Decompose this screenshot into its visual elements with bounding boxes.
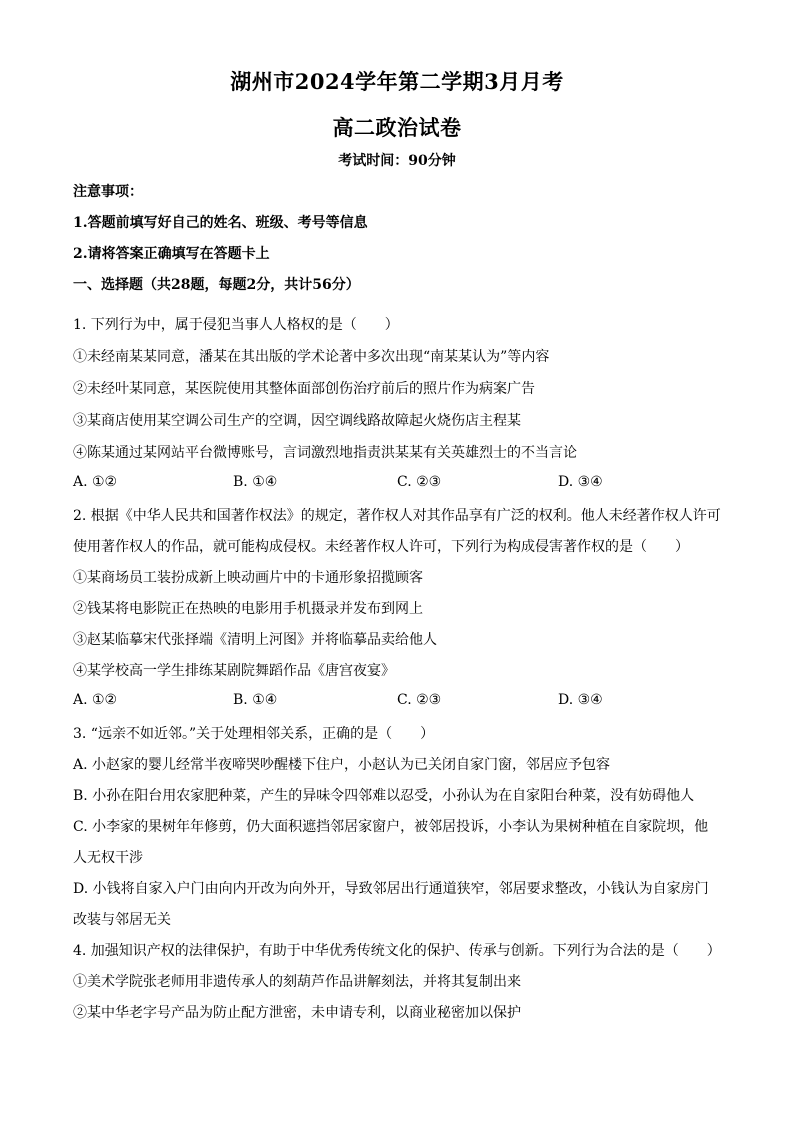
answer-option: C. 小李家的果树年年修剪，仍大面积遮挡邻居家窗户，被邻居投诉，小李认为果树种植在自家院坝，他: [73, 819, 709, 835]
question-item: ②某中华老字号产品为防止配方泄密，未申请专利，以商业秘密加以保护: [73, 1005, 521, 1021]
question-stem: 3. “远亲不如近邻。”关于处理相邻关系，正确的是（ ）: [73, 726, 435, 742]
answer-option: D. ③④: [558, 474, 603, 490]
notice-item: 1.答题前填写好自己的姓名、班级、考号等信息: [73, 215, 368, 231]
answer-option: B. ①④: [233, 692, 278, 708]
answer-option: A. ①②: [73, 692, 118, 708]
exam-title: 湖州市2024学年第二学期3月月考: [230, 69, 564, 94]
notice-item: 2.请将答案正确填写在答题卡上: [73, 246, 270, 262]
question-item: ①未经南某某同意，潘某在其出版的学术论著中多次出现“南某某认为”等内容: [73, 349, 550, 365]
exam-time: 考试时间：90分钟: [338, 153, 456, 169]
section-heading: 一、选择题（共28题，每题2分，共计56分）: [73, 277, 360, 293]
notice-heading: 注意事项：: [73, 184, 143, 200]
question-stem: 使用著作权人的作品，就可能构成侵权。未经著作权人许可，下列行为构成侵害著作权的是（ ）: [73, 539, 689, 555]
question-item: ④陈某通过某网站平台微博账号，言词激烈地指责洪某某有关英雄烈士的不当言论: [73, 445, 577, 461]
answer-option: B. ①④: [233, 474, 278, 490]
answer-option: D. ③④: [558, 692, 603, 708]
answer-option: D. 小钱将自家入户门由向内开改为向外开，导致邻居出行通道狭窄，邻居要求整改，小钱认为自家房门: [73, 881, 709, 897]
question-item: ①美术学院张老师用非遗传承人的刻葫芦作品讲解刻法，并将其复制出来: [73, 974, 521, 990]
answer-option: C. ②③: [397, 692, 442, 708]
question-stem: 4. 加强知识产权的法律保护，有助于中华优秀传统文化的保护、传承与创新。下列行为合法的是（ ）: [73, 943, 721, 959]
answer-option-continued: 人无权干涉: [73, 850, 143, 866]
answer-option: A. 小赵家的婴儿经常半夜啼哭吵醒楼下住户，小赵认为已关闭自家门窗，邻居应予包容: [73, 757, 611, 773]
question-item: ③赵某临摹宋代张择端《清明上河图》并将临摹品卖给他人: [73, 632, 437, 648]
question-stem: 1. 下列行为中，属于侵犯当事人人格权的是（ ）: [73, 317, 399, 333]
question-item: ③某商店使用某空调公司生产的空调，因空调线路故障起火烧伤店主程某: [73, 413, 521, 429]
answer-option: B. 小孙在阳台用农家肥种菜，产生的异味令四邻难以忍受，小孙认为在自家阳台种菜，没有妨碍他人: [73, 788, 695, 804]
answer-option: A. ①②: [73, 474, 118, 490]
answer-option: C. ②③: [397, 474, 442, 490]
question-stem: 2. 根据《中华人民共和国著作权法》的规定，著作权人对其作品享有广泛的权利。他人未经著作权人许可: [73, 508, 721, 524]
question-item: ①某商场员工装扮成新上映动画片中的卡通形象招揽顾客: [73, 570, 423, 586]
question-item: ②钱某将电影院正在热映的电影用手机摄录并发布到网上: [73, 601, 423, 617]
answer-option-continued: 改装与邻居无关: [73, 912, 171, 928]
exam-subject: 高二政治试卷: [332, 115, 462, 140]
question-item: ②未经叶某同意，某医院使用其整体面部创伤治疗前后的照片作为病案广告: [73, 381, 535, 397]
question-item: ④某学校高一学生排练某剧院舞蹈作品《唐宫夜宴》: [73, 663, 395, 679]
